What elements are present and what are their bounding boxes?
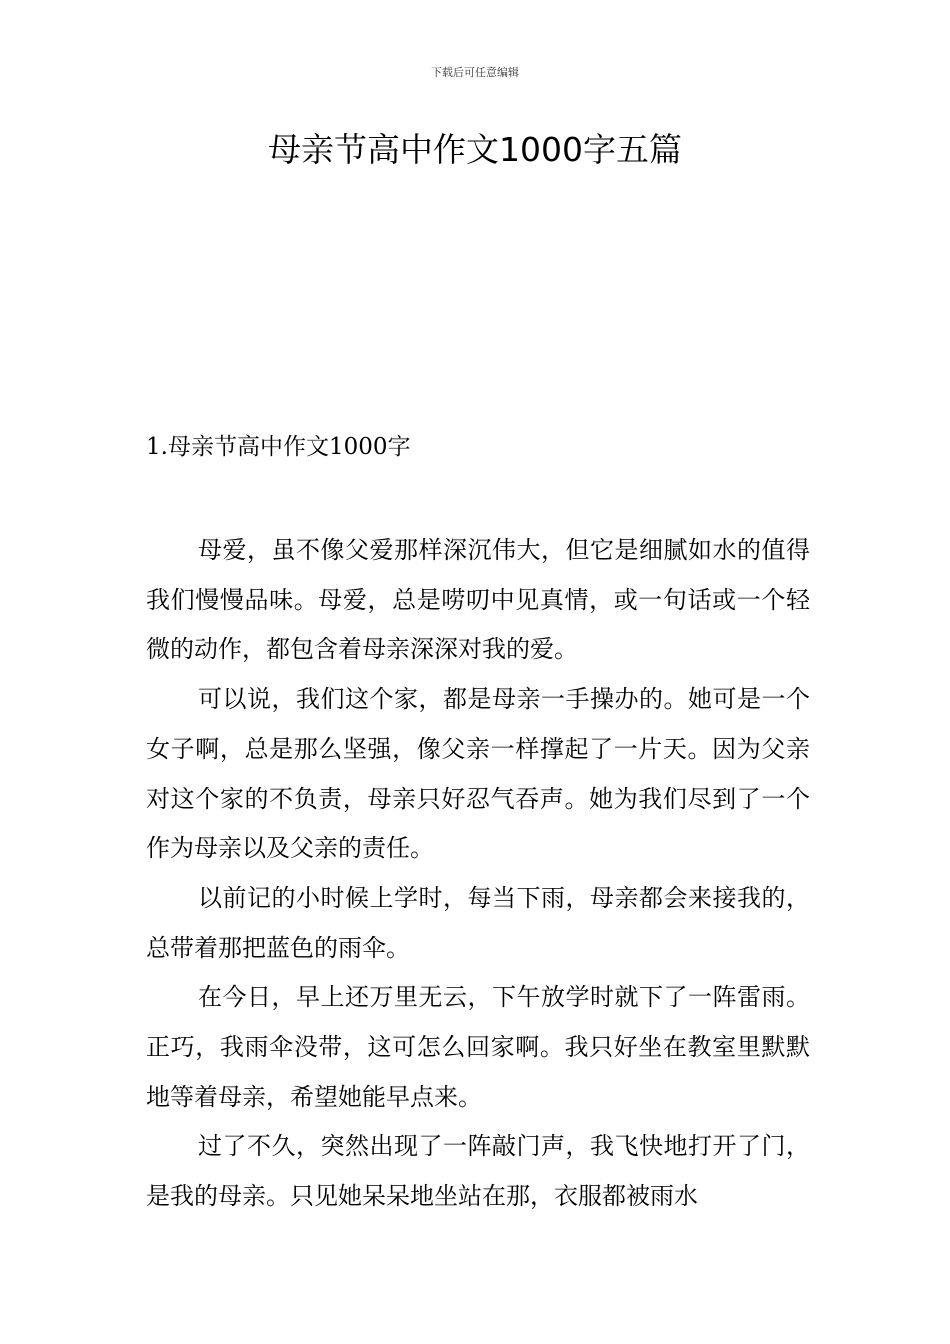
paragraph: 在今日，早上还万里无云，下午放学时就下了一阵雷雨。正巧，我雨伞没带，这可怎么回家啊。我只好坐在教室里默默地等着母亲，希望她能早点来。 xyxy=(146,983,810,1111)
section-heading: 1.母亲节高中作文1000字 xyxy=(146,434,411,460)
section-body xyxy=(146,526,810,1222)
paragraph: 过了不久，突然出现了一阵敲门声，我飞快地打开了门，是我的母亲。只见她呆呆地坐站在那，衣服都被雨水 xyxy=(146,1132,810,1211)
paragraph: 母爱，虽不像父爱那样深沉伟大，但它是细腻如水的值得我们慢慢品味。母爱，总是唠叨中见真情，或一句话或一个轻微的动作，都包含着母亲深深对我的爱。 xyxy=(146,536,810,664)
header-note: 下载后可任意编辑 xyxy=(431,66,519,79)
paragraph: 以前记的小时候上学时，每当下雨，母亲都会来接我的，总带着那把蓝色的雨伞。 xyxy=(146,883,810,962)
document-title: 母亲节高中作文1000字五篇 xyxy=(268,130,682,169)
paragraph: 可以说，我们这个家，都是母亲一手操办的。她可是一个女子啊，总是那么坚强，像父亲一样撑起了一片天。因为父亲对这个家的不负责，母亲只好忍气吞声。她为我们尽到了一个作为母亲以及父亲的责任。 xyxy=(146,685,810,863)
